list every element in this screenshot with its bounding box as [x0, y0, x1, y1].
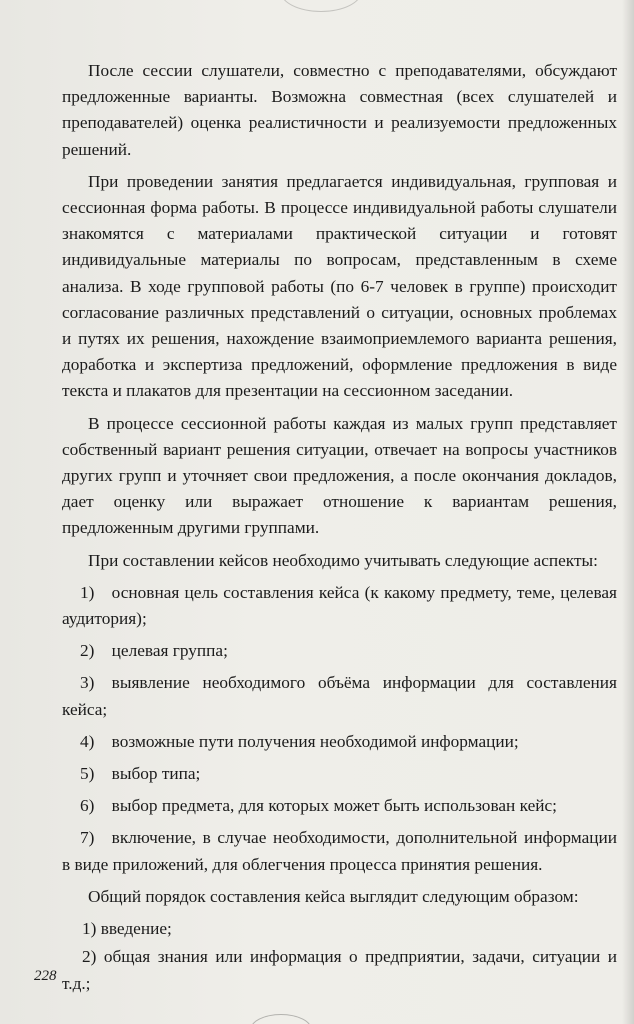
paragraph-session-work: В процессе сессионной работы каждая из малых групп представляет собственный вариант решения ситуации, отвечает на вопросы участников других групп и уточняет свои предложения, а после окончания докладов, дает оценку или выражает отношение к вариантам решения, предложенным другими группами.	[62, 413, 617, 538]
page-edge-mark	[250, 1014, 312, 1024]
paragraph-after-session: После сессии слушатели, совместно с преподавателями, обсуждают предложенные варианты. Возможна совместная (всех слушателей и преподавателей) оценка реалистичности и реализуемости предложенных решений.	[62, 61, 617, 159]
aspect-item: 1) основная цель составления кейса (к какому предмету, теме, целевая аудитория);	[62, 582, 617, 629]
aspect-item: 7) включение, в случае необходимости, дополнительной информации в виде приложений, для облегчения процесса принятия решения.	[62, 828, 617, 874]
page-edge-shadow	[622, 0, 634, 1024]
procedure-item: 2) общая знания или информация о предприятии, задачи, ситуации и т.д.;	[62, 947, 617, 993]
paragraph-aspects-intro: При составлении кейсов необходимо учитывать следующие аспекты:	[88, 550, 598, 570]
procedure-item: 1) введение;	[82, 919, 172, 939]
page-number: 228	[34, 968, 57, 984]
aspect-item: 6) выбор предмета, для которых может быть использован кейс;	[80, 796, 557, 816]
aspect-item: 2) целевая группа;	[80, 641, 228, 661]
aspect-item: 3) выявление необходимого объёма информации для составления кейса;	[62, 673, 617, 719]
aspect-item: 4) возможные пути получения необходимой информации;	[80, 731, 519, 751]
procedure-intro: Общий порядок составления кейса выглядит следующим образом:	[88, 886, 579, 906]
body-text	[62, 58, 617, 997]
page-edge-mark	[280, 0, 362, 12]
paragraph-work-forms: При проведении занятия предлагается индивидуальная, групповая и сессионная форма работы. В процессе индивидуальной работы слушатели знакомятся с материалами практической ситуации и готовят индивидуальные материалы по вопросам, представленным в схеме анализа. В ходе групповой работы (по 6-7 человек в группе) происходит согласование различных представлений о ситуации, основных проблемах и путях их решения, нахождение взаимоприемлемого варианта решения, доработка и экспертиза предложений, оформление предложения в виде текста и плакатов для презентации на сессионном заседании.	[62, 171, 617, 401]
aspect-item: 5) выбор типа;	[80, 764, 201, 784]
